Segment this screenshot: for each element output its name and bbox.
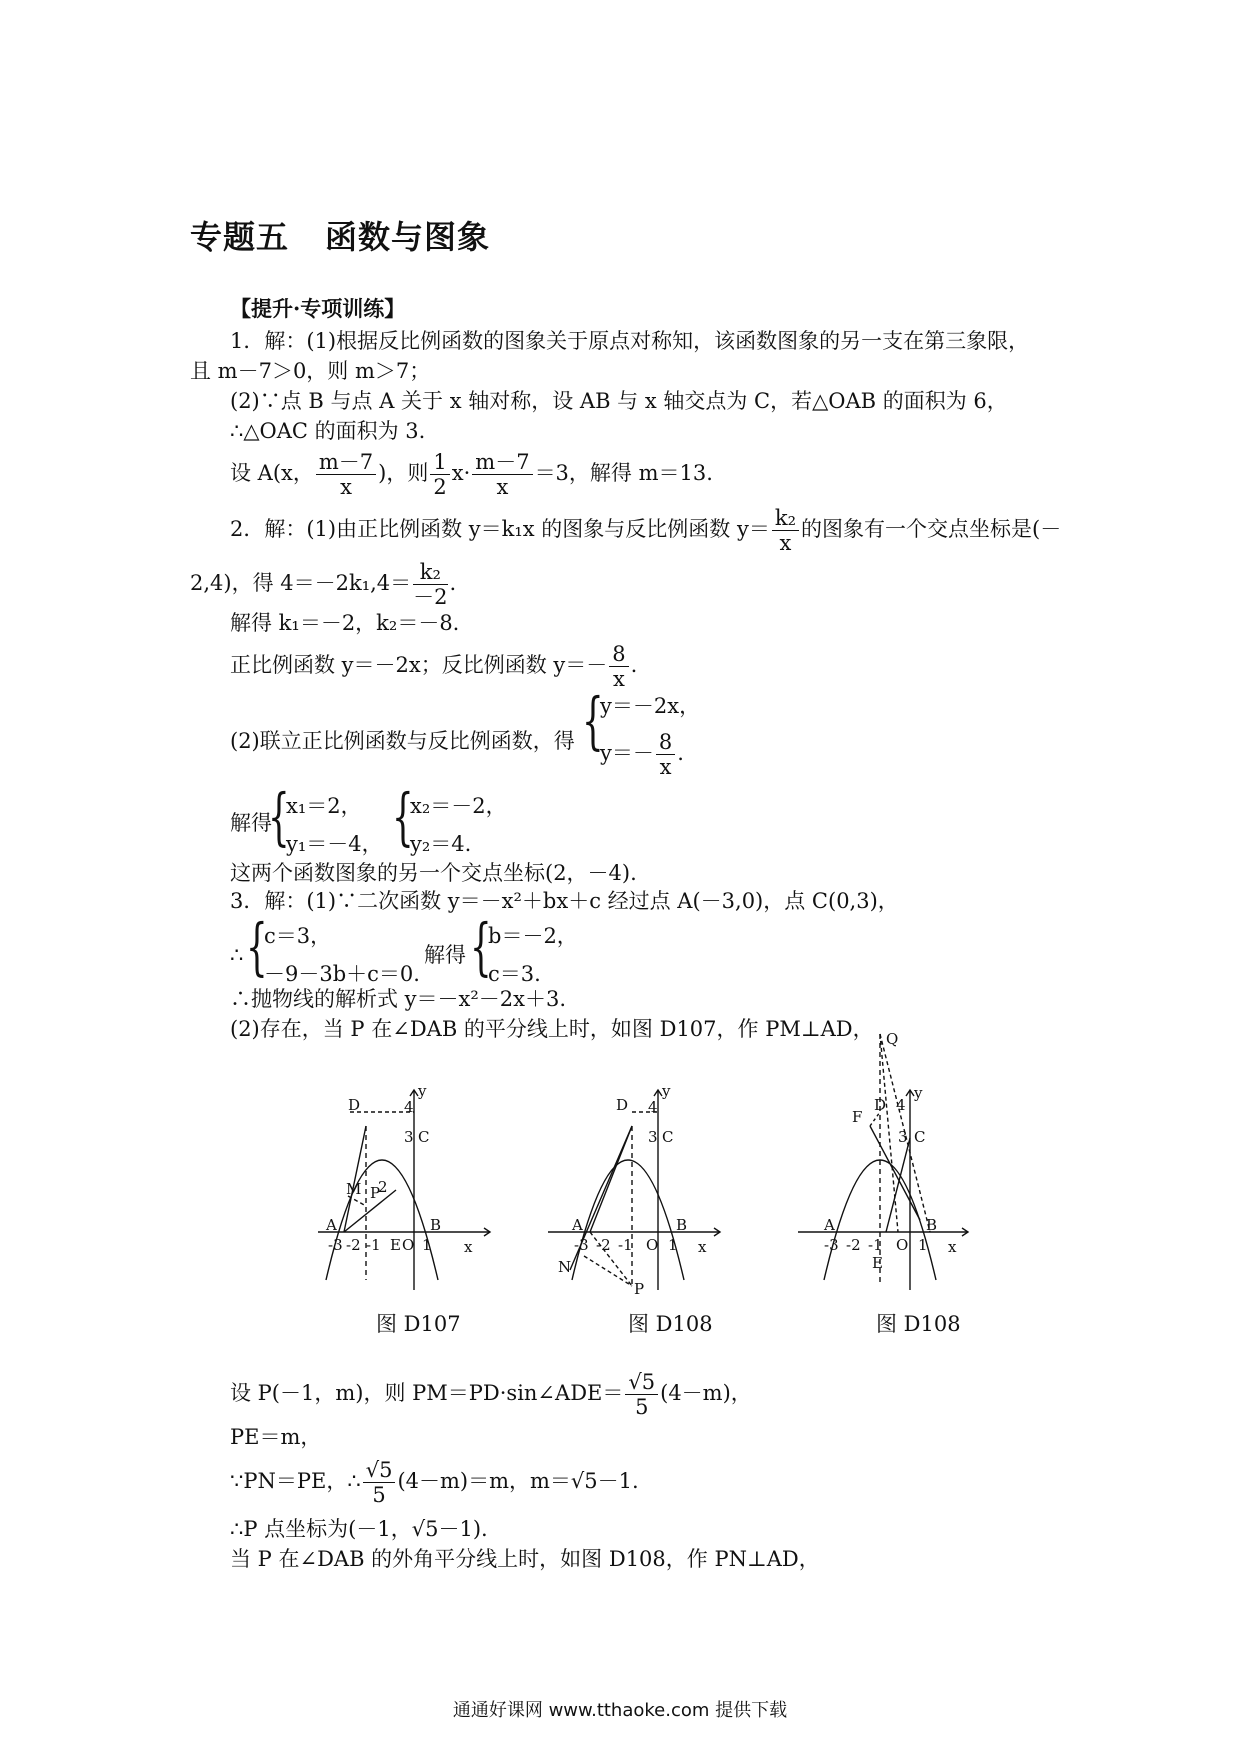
- q2-line4-frac: [609, 642, 628, 691]
- after-line4: ∴P 点坐标为(－1，√5－1).: [230, 1517, 488, 1541]
- lbl-3: 3: [648, 1128, 658, 1146]
- q1-frac: [316, 450, 376, 499]
- q3-line3: ∴抛物线的解析式 y＝－x²－2x＋3.: [230, 987, 567, 1011]
- lbl-3: 3: [404, 1128, 414, 1146]
- lbl-E: E: [872, 1254, 883, 1272]
- q2-line1: [230, 504, 1061, 555]
- lbl-O: O: [646, 1236, 659, 1254]
- lbl-B: B: [430, 1216, 442, 1234]
- q1-line2: 且 m－7＞0，则 m＞7；: [190, 359, 431, 383]
- q1-frac2: [472, 450, 532, 499]
- q2-k2-frac: [772, 506, 799, 555]
- lbl-neg1: -1: [618, 1236, 633, 1254]
- q1-frac2-den: x: [496, 475, 509, 499]
- lbl-E: E: [390, 1236, 401, 1254]
- section-label: 【提升·专项训练】: [230, 296, 406, 321]
- lbl-neg3: -3: [824, 1236, 839, 1254]
- q2-line1-a: 2．解：(1)由正比例函数 y＝k₁x 的图象与反比例函数 y＝: [230, 517, 770, 541]
- after-line1: [230, 1368, 752, 1419]
- dashed-f: [870, 1112, 880, 1126]
- footer: 通通好课网 www.tthaoke.com 提供下载: [452, 1700, 788, 1721]
- lbl-1: 1: [668, 1236, 678, 1254]
- system1-r2-b: .: [677, 741, 684, 765]
- q1-frac2-num: m－7: [472, 450, 532, 475]
- figure-d108-a: [548, 1080, 728, 1300]
- q2-line1-b: 的图象有一个交点坐标是(－: [801, 517, 1062, 541]
- caption-d108-b: 图 D108: [876, 1312, 961, 1336]
- lbl-A: A: [326, 1216, 337, 1234]
- q2-line7: 这两个函数图象的另一个交点坐标(2，－4).: [230, 861, 637, 885]
- lbl-2: 2: [378, 1178, 388, 1196]
- brace-sol2: {: [392, 780, 414, 853]
- after-line1-b: (4－m)，: [660, 1381, 752, 1405]
- q3-solution-row2: c＝3.: [488, 962, 541, 986]
- system1-row1: y＝－2x，: [600, 694, 701, 718]
- lbl-y: y: [914, 1084, 923, 1102]
- q2-k2-den: x: [779, 531, 792, 555]
- q1-line1: 1．解：(1)根据反比例函数的图象关于原点对称知，该函数图象的另一支在第三象限，: [230, 329, 1030, 353]
- q2-k2-num: k₂: [772, 506, 799, 531]
- lbl-Q: Q: [886, 1030, 899, 1048]
- solution2-row1: x₂＝－2，: [410, 794, 507, 818]
- q3-solve: 解得: [424, 943, 466, 967]
- lbl-y: y: [418, 1082, 427, 1100]
- lbl-P: P: [370, 1184, 381, 1202]
- lbl-1: 1: [918, 1236, 928, 1254]
- line-fb: [870, 1126, 920, 1220]
- lbl-N: N: [558, 1258, 572, 1276]
- title-main: 专题五: [190, 218, 290, 256]
- q2-line4-den: x: [613, 667, 625, 691]
- lbl-D: D: [348, 1096, 361, 1114]
- q2-line2-frac: [413, 560, 447, 609]
- after-line3-frac: [363, 1458, 396, 1507]
- after-line5: 当 P 在∠DAB 的外角平分线上时，如图 D108，作 PN⊥AD，: [230, 1547, 820, 1571]
- after-line1-den: 5: [635, 1395, 649, 1419]
- brace-system1: {: [582, 684, 604, 757]
- lbl-C: C: [662, 1128, 674, 1146]
- lbl-C: C: [418, 1128, 430, 1146]
- lbl-4: 4: [648, 1098, 658, 1116]
- lbl-M: M: [346, 1180, 362, 1198]
- solution1-row2: y₁＝－4，: [286, 832, 383, 856]
- q2-line2-num: k₂: [413, 560, 447, 585]
- after-line3-b: (4－m)＝m，m＝√5－1.: [397, 1469, 639, 1493]
- q2-line4-a: 正比例函数 y＝－2x；反比例函数 y＝－: [230, 653, 608, 677]
- solution1-row1: x₁＝2，: [286, 794, 362, 818]
- after-line3: [230, 1456, 639, 1507]
- q1-line5-d: ＝3，解得 m＝13.: [534, 461, 713, 485]
- q1-line4: ∴△OAC 的面积为 3.: [230, 419, 426, 443]
- solution2-row2: y₂＝4.: [410, 832, 472, 856]
- lbl-neg1: -1: [366, 1236, 381, 1254]
- after-line3-den: 5: [372, 1483, 386, 1507]
- lbl-P: P: [634, 1280, 645, 1298]
- q3-line4: (2)存在，当 P 在∠DAB 的平分线上时，如图 D107，作 PM⊥AD，: [230, 1017, 874, 1041]
- figure-d108-b: [798, 1030, 978, 1300]
- lbl-x: x: [698, 1238, 707, 1256]
- system1-r2-a: y＝－: [600, 741, 654, 765]
- lbl-D: D: [616, 1096, 629, 1114]
- system1-row2: [600, 728, 684, 779]
- line-ec: [886, 1138, 910, 1232]
- q2-line3: 解得 k₁＝－2，k₂＝－8.: [230, 611, 460, 635]
- dashed-np: [584, 1256, 632, 1286]
- title-sub: 函数与图象: [325, 218, 491, 256]
- lbl-neg2: -2: [346, 1236, 361, 1254]
- q2-line2-a: 2,4)，得 4＝－2k₁,4＝: [190, 571, 412, 595]
- after-line3-num: √5: [363, 1458, 396, 1483]
- lbl-neg3: -3: [574, 1236, 589, 1254]
- lbl-1: 1: [422, 1236, 432, 1254]
- parabola: [572, 1160, 684, 1280]
- q2-line4-num: 8: [609, 642, 628, 667]
- lbl-A: A: [824, 1216, 835, 1234]
- lbl-D: D: [874, 1096, 887, 1114]
- lbl-neg1: -1: [868, 1236, 883, 1254]
- q2-line2: [190, 558, 456, 609]
- lbl-4: 4: [404, 1098, 414, 1116]
- q1-frac-num: m－7: [316, 450, 376, 475]
- after-line2: PE＝m，: [230, 1425, 322, 1449]
- q2-line6: 解得: [230, 811, 272, 835]
- lbl-neg3: -3: [328, 1236, 343, 1254]
- lbl-neg2: -2: [596, 1236, 611, 1254]
- system1-frac-num: 8: [656, 730, 675, 755]
- caption-d107: 图 D107: [376, 1312, 461, 1336]
- lbl-B: B: [926, 1216, 938, 1234]
- lbl-O: O: [896, 1236, 909, 1254]
- q2-line2-b: .: [449, 571, 457, 595]
- brace-q3-sys: {: [246, 910, 268, 983]
- q1-line5-a: (x，: [272, 461, 314, 485]
- lbl-B: B: [676, 1216, 688, 1234]
- q2-line4-b: .: [630, 653, 638, 677]
- q1-line3: (2)∵点 B 与点 A 关于 x 轴对称，设 AB 与 x 轴交点为 C，若△OAB 的面积为 6，: [230, 389, 1008, 413]
- q1-line5-c: x·: [451, 461, 471, 485]
- q2-line2-den: －2: [413, 585, 448, 609]
- lbl-neg2: -2: [846, 1236, 861, 1254]
- figure-d107: [318, 1080, 498, 1300]
- after-line1-frac: [625, 1370, 658, 1419]
- system1-frac: [656, 730, 675, 779]
- q1-line5-b: )，则: [378, 461, 429, 485]
- lbl-4: 4: [896, 1096, 906, 1114]
- q3-solution-row1: b＝－2，: [488, 924, 578, 948]
- q3-line1: 3．解：(1)∵二次函数 y＝－x²＋bx＋c 经过点 A(－3,0)，点 C(0,3)，: [230, 889, 899, 913]
- q3-system-row1: c＝3，: [264, 924, 332, 948]
- caption-d108-a: 图 D108: [628, 1312, 713, 1336]
- page-title: [190, 212, 490, 258]
- brace-q3-sol: {: [470, 910, 492, 983]
- q3-system-row2: －9－3b＋c＝0.: [264, 962, 420, 986]
- after-line1-num: √5: [625, 1370, 658, 1395]
- q3-therefore: ∴: [230, 943, 244, 967]
- q1-half: [430, 450, 449, 499]
- lbl-3: 3: [898, 1128, 908, 1146]
- system1-frac-den: x: [659, 755, 672, 779]
- lbl-A: A: [572, 1216, 583, 1234]
- brace-sol1: {: [268, 780, 290, 853]
- q1-half-num: 1: [430, 450, 449, 475]
- after-line3-a: ∵PN＝PE，∴: [230, 1469, 361, 1493]
- lbl-C: C: [914, 1128, 926, 1146]
- lbl-F: F: [852, 1108, 863, 1126]
- q2-line4: [230, 640, 637, 691]
- q2-line5: (2)联立正比例函数与反比例函数，得: [230, 729, 575, 753]
- dashed-q-line: [880, 1034, 898, 1232]
- lbl-O: O: [402, 1236, 415, 1254]
- lbl-x: x: [464, 1238, 473, 1256]
- q1-line5-pre: 设 A: [230, 461, 273, 485]
- q1-line5: [230, 448, 713, 499]
- q1-frac-den: x: [340, 475, 352, 499]
- after-line1-a: 设 P(－1，m)，则 PM＝PD·sin∠ADE＝: [230, 1381, 624, 1405]
- q1-half-den: 2: [433, 475, 447, 499]
- lbl-y: y: [662, 1082, 671, 1100]
- lbl-x: x: [948, 1238, 957, 1256]
